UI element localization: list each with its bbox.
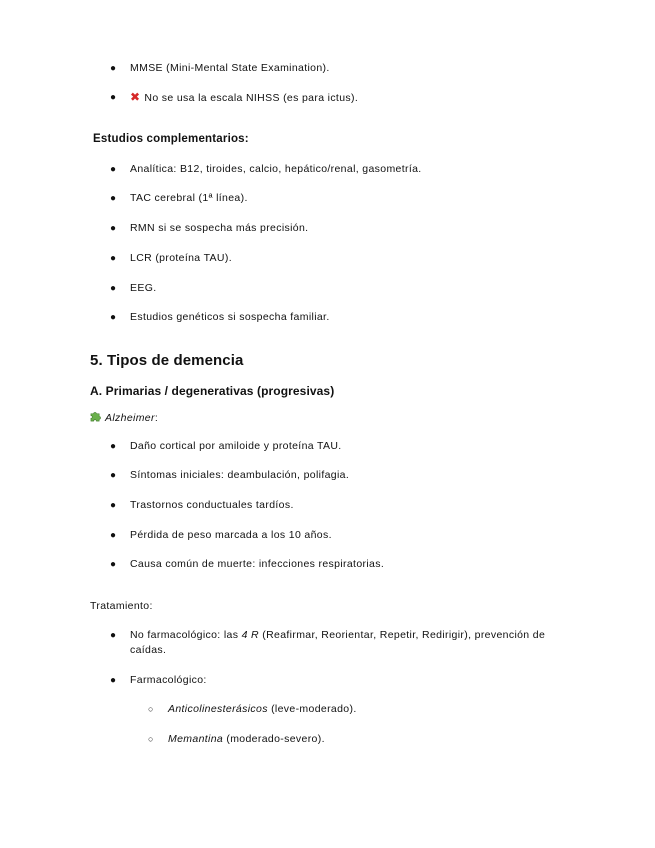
bullet-icon: ● [110,283,117,294]
bullet-icon: ● [110,470,117,481]
hollow-bullet-icon: ○ [148,734,154,744]
section-heading-studies: Estudios complementarios: [93,133,249,145]
puzzle-piece-icon [90,411,101,422]
list-item-text: RMN si se sospecha más precisión. [130,222,309,234]
list-item-text: No se usa la escala NIHSS (es para ictus). [144,92,359,104]
list-item-text: TAC cerebral (1ª línea). [130,192,248,204]
list-item-text: (Reafirmar, Reorientar, Repetir, Redirigir), prevención de caídas. [130,629,546,656]
bullet-icon: ● [110,312,117,323]
drug-name: Anticolinesterásicos [168,703,268,715]
list-item-text: LCR (proteína TAU). [130,252,232,264]
bullet-icon: ● [110,223,117,234]
bullet-icon: ● [110,92,117,103]
drug-note: (moderado-severo). [223,733,325,745]
list-item-text: Estudios genéticos si sospecha familiar. [130,311,330,323]
list-item-text: Trastornos conductuales tardíos. [130,499,294,511]
label-colon: : [154,412,159,424]
drug-name: Memantina [168,733,224,745]
treatment-label: Tratamiento: [90,600,153,612]
list-item-text: Síntomas iniciales: deambulación, polifagia. [130,469,350,481]
bullet-icon: ● [110,559,117,570]
list-item-text: Pérdida de peso marcada a los 10 años. [130,529,332,541]
bullet-icon: ● [110,675,117,686]
cross-mark-icon: ✖ [130,90,141,104]
bullet-icon: ● [110,164,117,175]
bullet-icon: ● [110,500,117,511]
bullet-icon: ● [110,253,117,264]
bullet-icon: ● [110,530,117,541]
section-title: 5. Tipos de demencia [90,352,244,369]
bullet-icon: ● [110,193,117,204]
list-item-text: EEG. [130,282,157,294]
list-item-text: Farmacológico: [130,674,207,686]
list-item-text: No farmacológico: las [130,629,242,641]
bullet-icon: ● [110,441,117,452]
list-item-text: MMSE (Mini-Mental State Examination). [130,62,330,74]
bullet-icon: ● [110,63,117,74]
list-item-text: Causa común de muerte: infecciones respiratorias. [130,558,385,570]
drug-note: (leve-moderado). [267,703,357,715]
disease-name: Alzheimer [105,412,155,424]
list-item-text: Daño cortical por amiloide y proteína TAU. [130,440,342,452]
hollow-bullet-icon: ○ [148,704,154,714]
list-item-text: Analítica: B12, tiroides, calcio, hepático/renal, gasometría. [130,163,422,175]
bullet-icon: ● [110,630,117,641]
emphasis-text: 4 R [241,629,259,641]
subsection-title: A. Primarias / degenerativas (progresivas) [90,384,335,398]
alzheimer-label [90,411,158,424]
